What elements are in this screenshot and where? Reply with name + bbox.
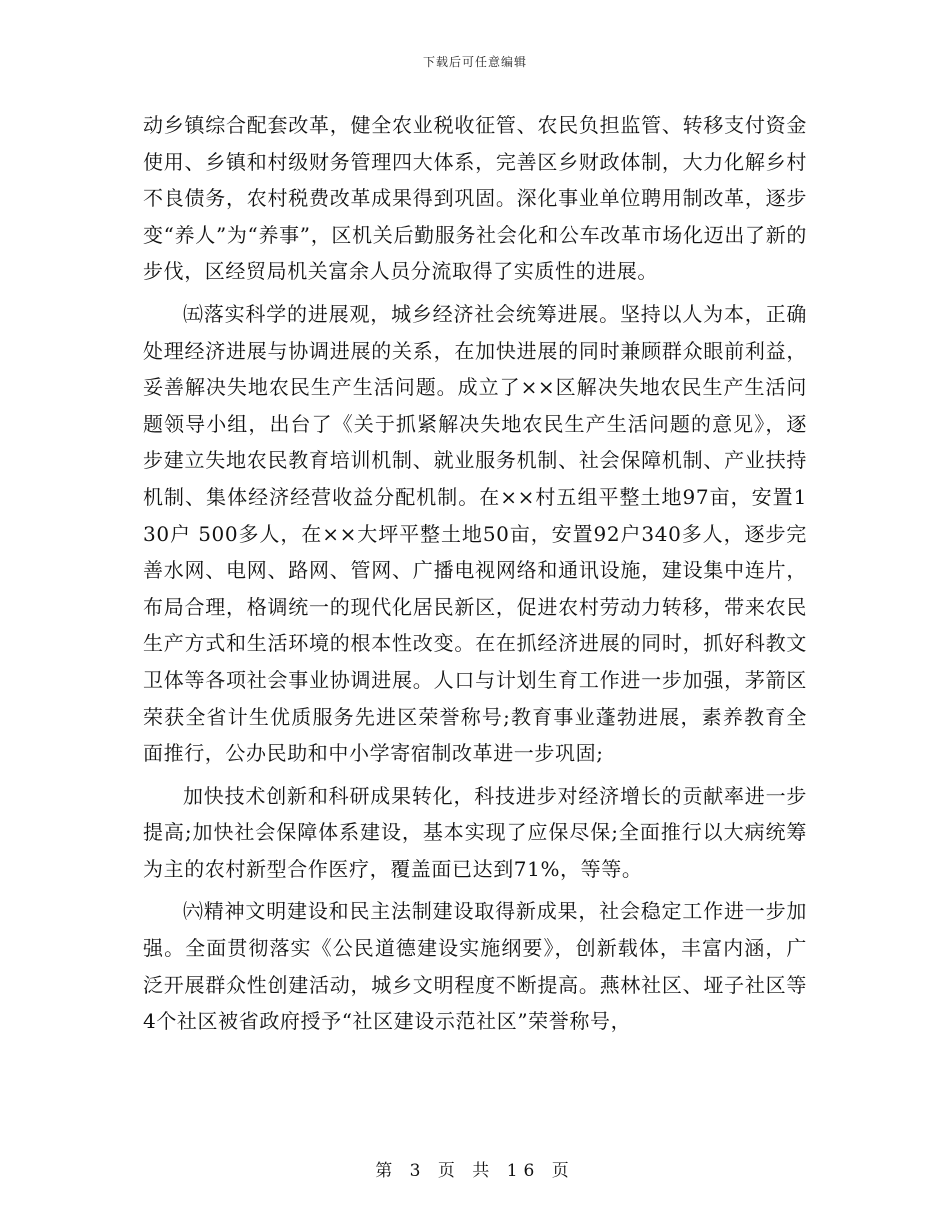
- paragraph-technology-innovation: 加快技术创新和科研成果转化，科技进步对经济增长的贡献率进一步提高;加快社会保障体系建设，基本实现了应保尽保;全面推行以大病统筹为主的农村新型合作医疗，覆盖面已达到71%，等等。: [143, 783, 807, 881]
- paragraph-reform-continuation: 动乡镇综合配套改革，健全农业税收征管、农民负担监管、转移支付资金使用、乡镇和村级财务管理四大体系，完善区乡财政体制，大力化解乡村不良债务，农村税费改革成果得到巩固。深化事业单位聘用制改革，逐步变“养人”为“养事”，区机关后勤服务社会化和公车改革市场化迈出了新的步伐，区经贸局机关富余人员分流取得了实质性的进展。: [143, 113, 807, 284]
- page-header: 下载后可任意编辑: [422, 55, 527, 69]
- paragraph-urban-rural-development: ㈤落实科学的进展观，城乡经济社会统筹进展。坚持以人为本，正确处理经济进展与协调进展的关系，在加快进展的同时兼顾群众眼前利益，妥善解决失地农民生产生活问题。成立了××区解决失地农民生产生活问题领导小组，出台了《关于抓紧解决失地农民生产生活问题的意见》，逐步建立失地农民教育培训机制、就业服务机制、社会保障机制、产业扶持机制、集体经济经营收益分配机制。在××村五组平整土地97亩，安置130户 500多人，在××大坪平整土地50亩，安置92户340多人，逐步完善水网、电网、路网、管网、广播电视网络和通讯设施，建设集中连片，布局合理，格调统一的现代化居民新区，促进农村劳动力转移，带来农民生产方式和生活环境的根本性改变。在在抓经济进展的同时，抓好科教文卫体等各项社会事业协调进展。人口与计划生育工作进一步加强，茅箭区荣获全省计生优质服务先进区荣誉称号;教育事业蓬勃进展，素养教育全面推行，公办民助和中小学寄宿制改革进一步巩固;: [143, 301, 807, 766]
- page-footer: 第 3 页 共 16 页: [375, 1161, 575, 1181]
- paragraph-spiritual-civilization: ㈥精神文明建设和民主法制建设取得新成果，社会稳定工作进一步加强。全面贯彻落实《公民道德建设实施纲要》，创新载体，丰富内涵，广泛开展群众性创建活动，城乡文明程度不断提高。燕林社区、垭子社区等4个社区被省政府授予“社区建设示范社区”荣誉称号，: [143, 899, 807, 1034]
- document-body: [143, 107, 807, 1040]
